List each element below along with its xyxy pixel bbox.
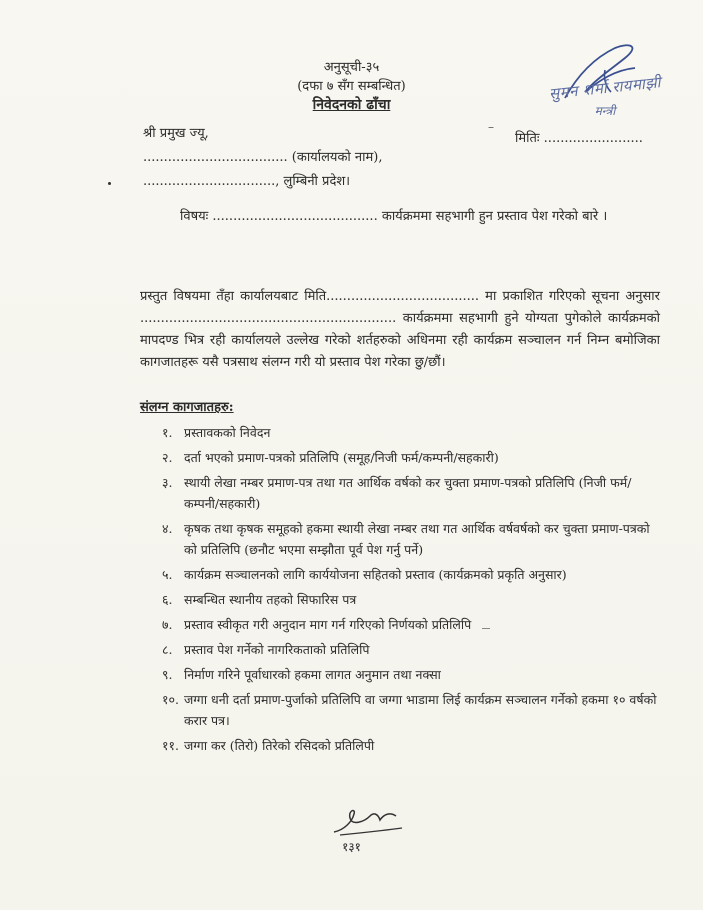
list-item: २. दर्ता भएको प्रमाण-पत्रको प्रतिलिपि (समूह/निजी फर्म/कम्पनी/सहकारी) [162, 450, 499, 465]
margin-dot [108, 182, 111, 185]
stray-mark [482, 628, 490, 629]
stamp-name: सुमन शर्मा रायमाझी [548, 73, 662, 103]
addressee-block [143, 122, 383, 194]
attachments-list [162, 422, 662, 760]
list-item: ८. प्रस्ताव पेश गर्नेको नागरिकताको प्रतिलिपि [162, 642, 370, 657]
list-item: ६. सम्बन्धित स्थानीय तहको सिफारिस पत्र [162, 592, 357, 607]
list-item: ११. जग्गा कर (तिरो) तिरेको रसिदको प्रतिलिपी [162, 738, 375, 753]
addressee-line-3: ................................, लुम्बिनी प्रदेश। [143, 174, 351, 189]
attachments-heading: संलग्न कागजातहरु: [140, 400, 234, 415]
clause-reference: (दफा ७ सँग सम्बन्धित) [297, 79, 406, 94]
initials-scribble-icon [330, 804, 410, 838]
date-field: मितिः ........................ [515, 131, 643, 146]
page-number: १३१ [342, 840, 361, 854]
annex-label: अनुसूची-३५ [323, 60, 380, 75]
list-item: १. प्रस्तावकको निवेदन [162, 425, 271, 440]
bottom-signature [330, 804, 410, 842]
body-paragraph: प्रस्तुत विषयमा तँहा कार्यालयबाट मिति..................................... मा प्रकाशित गरिएको सूचना अनुसार .............................................................. कार्यक्रममा सहभागी हुने योग्यता पुगेकोले कार्यक्रमको मापदण्ड भित्र रही कार्यालयले उल्लेख गरेको शर्तहरुको अधिनमा रही कार्यक्रम सञ्चालन गर्न निम्न बमोजिका कागजातहरू यसै पत्रसाथ संलग्न गरी यो प्रस्ताव पेश गरेका छु/छौं। [140, 289, 660, 370]
addressee-line-1: श्री प्रमुख ज्यू, [143, 126, 209, 141]
stamp-role: मन्त्री [594, 104, 616, 118]
list-item: १०. जग्गा धनी दर्ता प्रमाण-पुर्जाको प्रतिलिपि वा जग्गा भाडामा लिई कार्यक्रम सञ्चालन गर्नेको हकमा १० वर्षको करार पत्र। [162, 692, 657, 728]
addressee-line-2: ................................... (कार्यालयको नाम), [143, 150, 383, 165]
list-item: ९. निर्माण गरिने पूर्वाधारको हकमा लागत अनुमान तथा नक्सा [162, 667, 441, 682]
list-item: ४. कृषक तथा कृषक समूहको हकमा स्थायी लेखा नम्बर तथा गत आर्थिक वर्षवर्षको कर चुक्ता प्रमाण-पत्रको को प्रतिलिपि (छनौट भएमा सम्झौता पूर्व पेश गर्नु पर्ने) [162, 521, 650, 557]
minister-signature-stamp [525, 40, 685, 130]
subject-line: विषयः ........................................ कार्यक्रममा सहभागी हुन प्रस्ताव पेश गरेको बारे । [180, 209, 608, 224]
form-title: निवेदनको ढाँचा [312, 97, 391, 113]
list-item: ७. प्रस्ताव स्वीकृत गरी अनुदान माग गर्न गरिएको निर्णयको प्रतिलिपि [162, 617, 472, 632]
list-item: ५. कार्यक्रम सञ्चालनको लागि कार्ययोजना सहितको प्रस्ताव (कार्यक्रमको प्रकृति अनुसार) [162, 567, 567, 582]
list-item: ३. स्थायी लेखा नम्बर प्रमाण-पत्र तथा गत आर्थिक वर्षको कर चुक्ता प्रमाण-पत्रको प्रतिलिपि (निजी फर्म/कम्पनी/सहकारी) [162, 475, 632, 511]
dash-mark: – [488, 120, 494, 134]
